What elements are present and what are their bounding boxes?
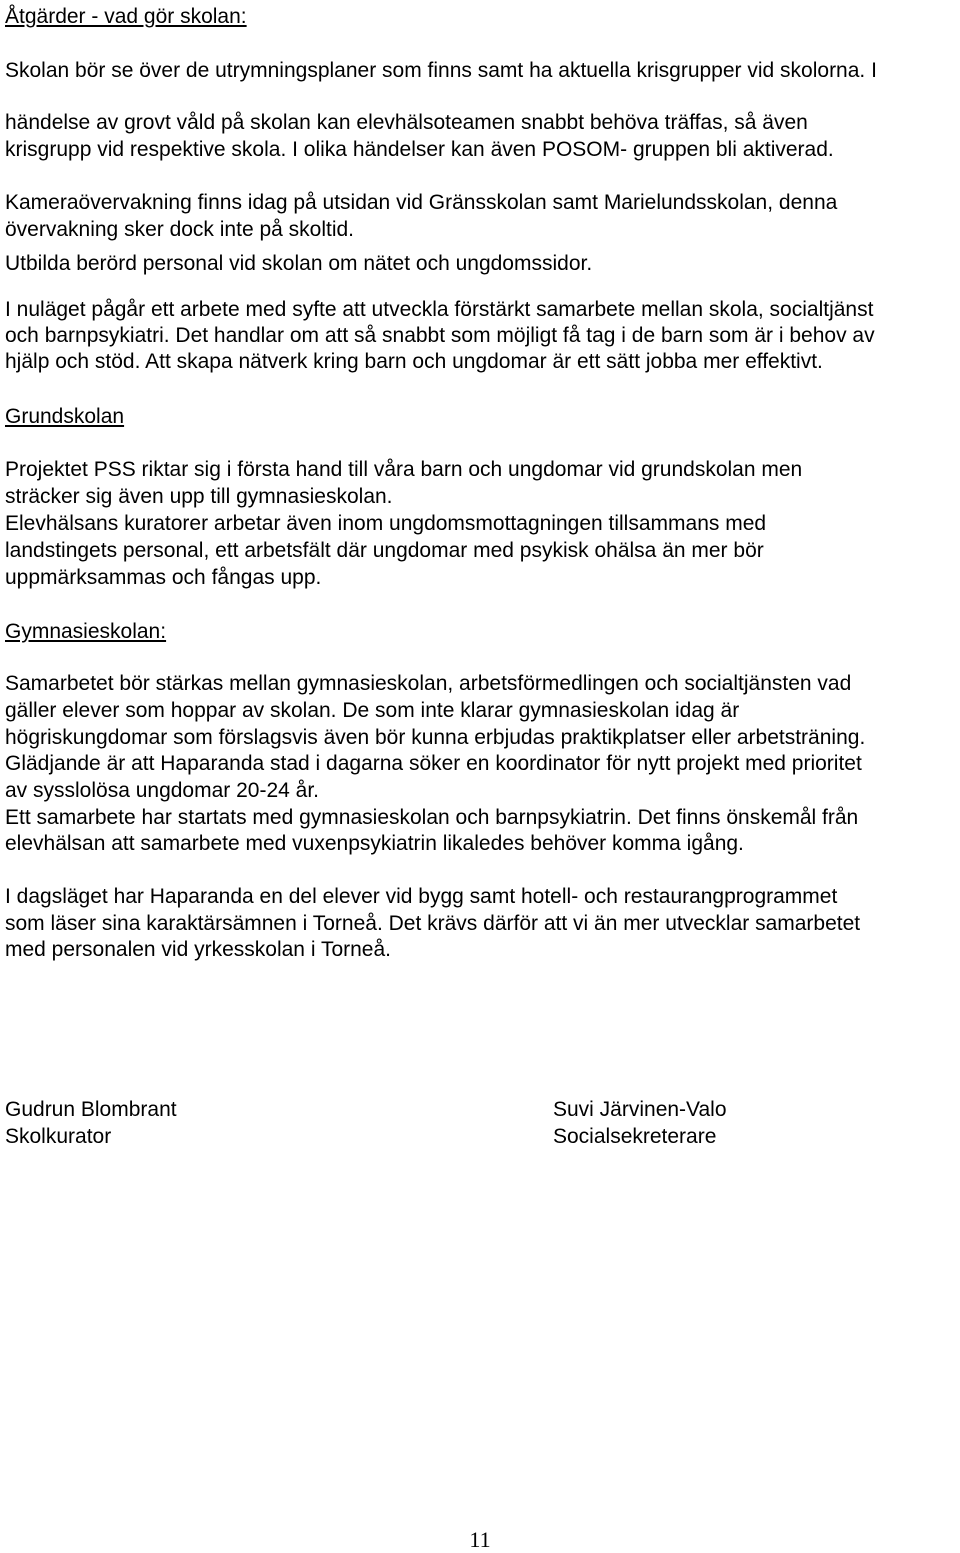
- paragraph-line: Skolan bör se över de utrymningsplaner som finns samt ha aktuella krisgrupper vid skolorna. I: [5, 59, 877, 82]
- paragraph-line: elevhälsan att samarbete med vuxenpsykiatrin likaledes behöver komma igång.: [5, 832, 744, 855]
- signature-left-title: Skolkurator: [5, 1125, 112, 1148]
- paragraph-line: Ett samarbete har startats med gymnasieskolan och barnpsykiatrin. Det finns önskemål från: [5, 806, 859, 829]
- paragraph-line: högriskungdomar som förslagsvis även bör kunna erbjudas praktikplatser eller arbetsträning.: [5, 726, 866, 749]
- paragraph-line: uppmärksammas och fångas upp.: [5, 566, 322, 589]
- paragraph-line: Kameraövervakning finns idag på utsidan vid Gränsskolan samt Marielundsskolan, denna: [5, 191, 838, 214]
- paragraph-line: sträcker sig även upp till gymnasieskolan.: [5, 485, 393, 508]
- paragraph-line: I dagsläget har Haparanda en del elever vid bygg samt hotell- och restaurangprogrammet: [5, 885, 838, 908]
- paragraph-line: Samarbetet bör stärkas mellan gymnasieskolan, arbetsförmedlingen och socialtjänsten vad: [5, 672, 852, 695]
- paragraph-line: som läser sina karaktärsämnen i Torneå. Det krävs därför att vi än mer utvecklar samarbetet: [5, 912, 861, 935]
- paragraph-line: Elevhälsans kuratorer arbetar även inom ungdomsmottagningen tillsammans med: [5, 512, 767, 535]
- heading-gymnasieskolan: Gymnasieskolan:: [5, 620, 167, 643]
- paragraph-line: landstingets personal, ett arbetsfält där ungdomar med psykisk ohälsa än mer bör: [5, 539, 764, 562]
- signature-right-title: Socialsekreterare: [553, 1125, 717, 1148]
- heading-atgarder: Åtgärder - vad gör skolan:: [5, 5, 247, 28]
- paragraph-line: övervakning sker dock inte på skoltid.: [5, 218, 355, 241]
- paragraph-line: krisgrupp vid respektive skola. I olika händelser kan även POSOM- gruppen bli aktiverad.: [5, 138, 834, 161]
- paragraph-line: Utbilda berörd personal vid skolan om nätet och ungdomssidor.: [5, 252, 593, 275]
- signature-right-name: Suvi Järvinen-Valo: [553, 1098, 727, 1121]
- paragraph-line: Projektet PSS riktar sig i första hand till våra barn och ungdomar vid grundskolan men: [5, 458, 803, 481]
- paragraph-line: hjälp och stöd. Att skapa nätverk kring barn och ungdomar är ett sätt jobba mer effektivt.: [5, 350, 823, 373]
- paragraph-line: och barnpsykiatri. Det handlar om att så snabbt som möjligt få tag i de barn som är i behov av: [5, 324, 875, 347]
- paragraph-line: gäller elever som hoppar av skolan. De som inte klarar gymnasieskolan idag är: [5, 699, 740, 722]
- paragraph-line: med personalen vid yrkesskolan i Torneå.: [5, 938, 391, 961]
- signature-left-name: Gudrun Blombrant: [5, 1098, 177, 1121]
- paragraph-line: Glädjande är att Haparanda stad i dagarna söker en koordinator för nytt projekt med prioritet: [5, 752, 862, 775]
- heading-grundskolan: Grundskolan: [5, 405, 125, 428]
- paragraph-line: av sysslolösa ungdomar 20-24 år.: [5, 779, 320, 802]
- paragraph-line: I nuläget pågår ett arbete med syfte att utveckla förstärkt samarbete mellan skola, socialtjänst: [5, 298, 874, 321]
- page-number: 11: [469, 1527, 491, 1552]
- paragraph-line: händelse av grovt våld på skolan kan elevhälsoteamen snabbt behöva träffas, så även: [5, 111, 808, 134]
